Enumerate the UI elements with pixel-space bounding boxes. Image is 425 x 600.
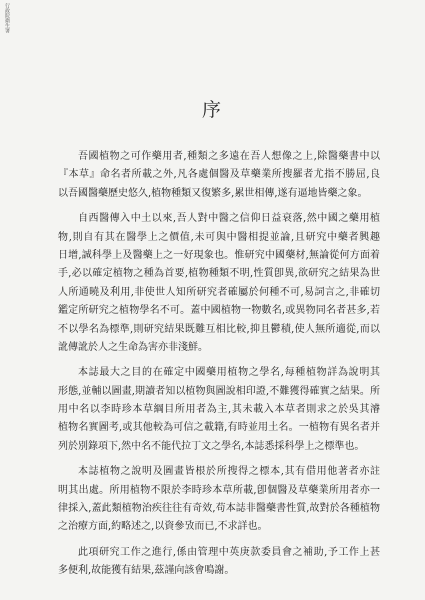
text-line: 多便利,故能獲有結果,茲謹向該會鳴謝。 — [58, 565, 235, 577]
text-line: 物,則自有其在醫學上之價值,未可與中醫相提並論,且研究中藥者興趣 — [58, 231, 380, 243]
paragraph-5 — [58, 544, 380, 581]
text-line: 形態,並輔以圖畫,期讀者知以植物與圖說相印證,不難獲得確實之結果。所 — [58, 385, 380, 397]
text-line: 日增,誠科學上及醫藥上之一好現象也。惟研究中國藥材,無論從何方面着 — [58, 249, 380, 261]
text-line: 訛傳訛於人之生命為害亦非淺鮮。 — [58, 341, 208, 353]
corner-stamp: 行政院衛生署 — [4, 3, 10, 33]
text-line: 鑑定所研究之植物學名不可。蓋中國植物一物數名,或異物同名者甚多,若 — [58, 305, 380, 317]
preface-body — [58, 148, 380, 581]
text-line: 吾國植物之可作藥用者,種類之多遠在吾人想像之上,除醫藥書中以 — [78, 151, 380, 162]
paragraph-4 — [58, 463, 380, 537]
text-line: 本誌最大之目的在確定中國藥用植物之學名,每種植物詳為說明其 — [78, 367, 380, 379]
text-line: 列於別錄項下,然中名不能代拉丁文之學名,本誌悉採科學上之標準也。 — [58, 440, 365, 452]
text-line: 明其出處。所用植物不限於李時珍本草所載,卽個醫及草藥業所用者亦一 — [58, 484, 380, 496]
text-line: 自西醫傳入中土以來,吾人對中醫之信仰日益衰落,然中國之藥用植 — [78, 213, 380, 225]
text-line: 不以學名為標準,則研究結果既難互相比較,抑且鬱積,使人無所適從,而以 — [58, 323, 380, 335]
text-line: 『本草』命名者所載之外,凡各處個醫及草藥業所搜羅者尤指不勝屈,良 — [58, 169, 380, 181]
text-line: 之治療方面,約略述之,以資參攷而已,不求詳也。 — [58, 521, 268, 533]
text-line: 人所通曉及利用,非使世人知所研究者確屬於何種不可,易詞言之,非確切 — [58, 286, 380, 298]
text-line: 以吾國醫藥歷史悠久,植物種類又復繁多,累世相傳,遂有逼地皆藥之象。 — [58, 187, 368, 199]
paragraph-3 — [58, 364, 380, 456]
paragraph-2 — [58, 210, 380, 357]
text-line: 植物名實圖考,或其他較為可信之載籍,有時並用土名。一植物有異名者并 — [58, 422, 380, 434]
paragraph-1 — [58, 148, 380, 203]
text-line: 本誌植物之說明及圖畫皆根於所搜得之標本,其有借用他著者亦註 — [78, 466, 380, 478]
text-line: 手,必以確定植物之種為首要,植物種類不明,性質卽異,欲研究之結果為世 — [58, 268, 380, 280]
text-line: 用中名以李時珍本草綱目所用者為主,其未載入本草者則求之於吳其濬 — [58, 404, 380, 416]
page-title: 序 — [201, 99, 223, 121]
text-line: 此項研究工作之進行,係由管理中英庚款委員會之補助,予工作上甚 — [78, 546, 380, 558]
text-line: 律採入,蓋此類植物治疾往往有奇效,苟本誌非醫藥書性質,故對於各種植物 — [58, 503, 380, 515]
